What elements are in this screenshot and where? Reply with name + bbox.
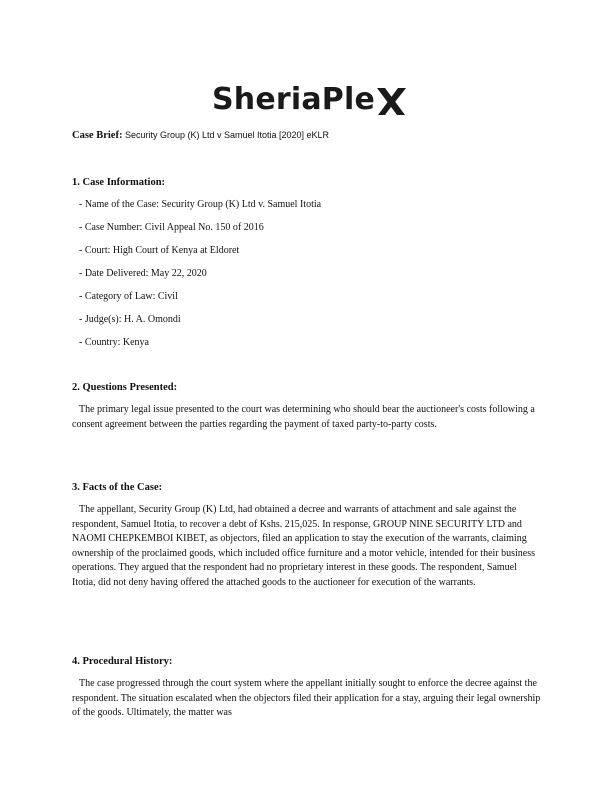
case-info-country: - Country: Kenya [79,337,149,348]
procedural-history-text: The case progressed through the court system where the appellant initially sought to enforce the decree against the respondent. The situation escalated when the objectors filed their application for a stay, arguing their legal ownership of the goods. Ultimately, the matter was [72,678,541,718]
x-mark-icon [376,87,406,117]
facts-heading: 3. Facts of the Case: [72,482,163,493]
logo-wordmark: SheriaPle [211,82,376,117]
case-info-number: - Case Number: Civil Appeal No. 150 of 2016 [79,222,264,233]
case-information-heading: 1. Case Information: [72,177,166,188]
questions-presented-text: The primary legal issue presented to the court was determining who should bear the auctioneer's costs following a consent agreement between the parties regarding the payment of taxed party-to-party costs. [72,404,535,430]
questions-presented-heading: 2. Questions Presented: [72,382,178,393]
procedural-history-section [72,655,542,721]
case-brief-label: Case Brief: [72,130,123,141]
case-information-section [72,176,542,359]
case-info-name: - Name of the Case: Security Group (K) Ltd v. Samuel Itotia [79,199,322,210]
questions-presented-section [72,381,542,432]
facts-text: The appellant, Security Group (K) Ltd, had obtained a decree and warrants of attachment and sale against the respondent, Samuel Itotia, to recover a debt of Kshs. 215,025. In response, GROUP NINE SECURITY LTD and NAOMI CHEPKEMBOI KIBET, as objectors, filed an application to stay the execution of the warrants, claiming ownership of the proclaimed goods, which included office furniture and a motor vehicle, intended for their business operations. They argued that the respondent had no proprietary interest in these goods. The respondent, Samuel Itotia, did not deny having offered the attached goods to the auctioneer for execution of the warrants. [72,504,536,588]
case-brief-title: Security Group (K) Ltd v Samuel Itotia [2020] eKLR [124,130,330,140]
logo-inner [212,80,406,120]
case-info-date: - Date Delivered: May 22, 2020 [79,268,207,279]
sheriaplex-logo [0,80,612,120]
case-brief-line [72,129,329,142]
procedural-history-heading: 4. Procedural History: [72,656,173,667]
facts-section [72,481,542,590]
case-info-judges: - Judge(s): H. A. Omondi [79,314,181,325]
case-info-court: - Court: High Court of Kenya at Eldoret [79,245,240,256]
case-info-category: - Category of Law: Civil [79,291,178,302]
case-information-list [72,198,542,359]
